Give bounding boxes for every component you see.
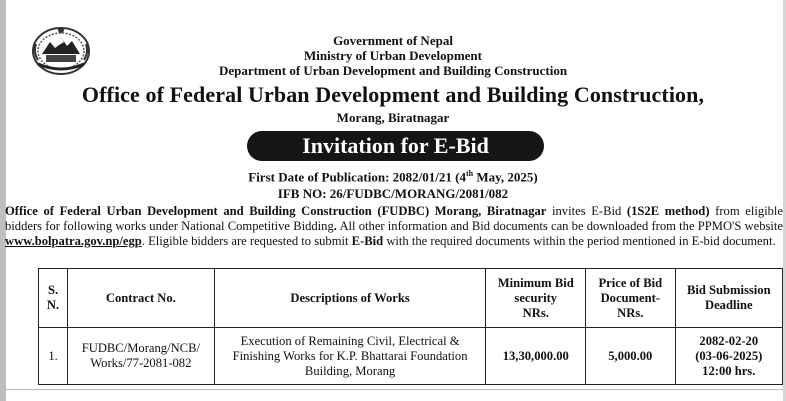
notice-office-name: Office of Federal Urban Development and Building Construction (FUDBC) Morang, Biratnagar xyxy=(5,204,547,218)
header-price xyxy=(586,269,676,328)
cell-deadline-time: 12:00 hrs. xyxy=(702,363,756,378)
cell-sn: 1. xyxy=(39,328,68,385)
cell-description-line3: Building, Morang xyxy=(304,363,396,378)
table-row xyxy=(39,328,783,385)
notice-ebid: E-Bid xyxy=(351,234,384,248)
publication-date xyxy=(0,169,786,185)
publication-date-prefix: First Date of Publication: 2082/01/21 (4 xyxy=(248,169,466,185)
header-price-line3: NRs. xyxy=(617,305,644,320)
cell-contract xyxy=(68,328,215,385)
header-description: Descriptions of Works xyxy=(214,269,486,328)
header-department: Department of Urban Development and Building Construction xyxy=(218,63,568,78)
cell-security: 13,30,000.00 xyxy=(486,328,586,385)
notice-paragraph xyxy=(5,204,783,249)
cell-description-line1: Execution of Remaining Civil, Electrical & xyxy=(240,333,460,348)
website-link[interactable]: www.bolpatra.gov.np/egp xyxy=(5,234,142,248)
notice-text-1: invites E-Bid xyxy=(546,204,627,218)
header-price-line2: Document- xyxy=(600,290,661,305)
table-header-row xyxy=(39,269,783,328)
header-ministry: Ministry of Urban Development xyxy=(303,48,482,63)
header-deadline xyxy=(675,269,782,328)
cell-deadline-date: 2082-02-20 xyxy=(699,333,759,348)
header-security-line2: security xyxy=(514,290,558,305)
bid-table xyxy=(38,268,783,385)
header-sn-line2: N. xyxy=(46,298,60,312)
cell-deadline-ad-date: (03-06-2025) xyxy=(695,348,763,363)
cell-contract-line2: Works/77-2081-082 xyxy=(90,356,192,370)
notice-text-5: with the required documents within the period mentioned in E-bid document. xyxy=(383,234,776,248)
header-security-line1: Minimum Bid xyxy=(497,275,574,290)
bottom-divider xyxy=(6,389,783,390)
office-title: Office of Federal Urban Development and Building Construction, xyxy=(81,82,705,107)
header-security-line3: NRs. xyxy=(522,305,549,320)
header-security xyxy=(486,269,586,328)
header-government: Government of Nepal xyxy=(333,33,453,48)
header-deadline-line2: Deadline xyxy=(704,298,753,312)
cell-description xyxy=(214,328,486,385)
notice-text-3: All other information and Bid documents can be downloaded from the PPMO'S website xyxy=(336,219,783,233)
notice-text-2: from eligible bidders for following works under National Competitive Bidding xyxy=(5,204,784,233)
cell-deadline xyxy=(675,328,782,385)
publication-date-suffix: May, 2025) xyxy=(473,169,538,185)
office-location: Morang, Biratnagar xyxy=(336,110,450,125)
cell-contract-line1: FUDBC/Morang/NCB/ xyxy=(81,341,200,355)
header-contract: Contract No. xyxy=(68,269,215,328)
header-price-line1: Price of Bid xyxy=(598,275,663,290)
notice-dot: . xyxy=(333,219,337,233)
notice-text-4: . Eligible bidders are requested to submit xyxy=(141,234,352,248)
publication-date-suffix-sup: th xyxy=(465,169,474,178)
header-sn xyxy=(39,269,68,328)
cell-price: 5,000.00 xyxy=(586,328,676,385)
header-sn-line1: S. xyxy=(47,283,59,297)
header-deadline-line1: Bid Submission xyxy=(686,283,771,297)
invitation-banner: Invitation for E-Bid xyxy=(247,131,544,161)
cell-description-line2: Finishing Works for K.P. Bhattarai Foundation xyxy=(232,348,468,363)
ifb-number: IFB NO: 26/FUDBC/MORANG/2081/082 xyxy=(277,186,509,201)
notice-method: (1S2E method) xyxy=(626,204,710,218)
